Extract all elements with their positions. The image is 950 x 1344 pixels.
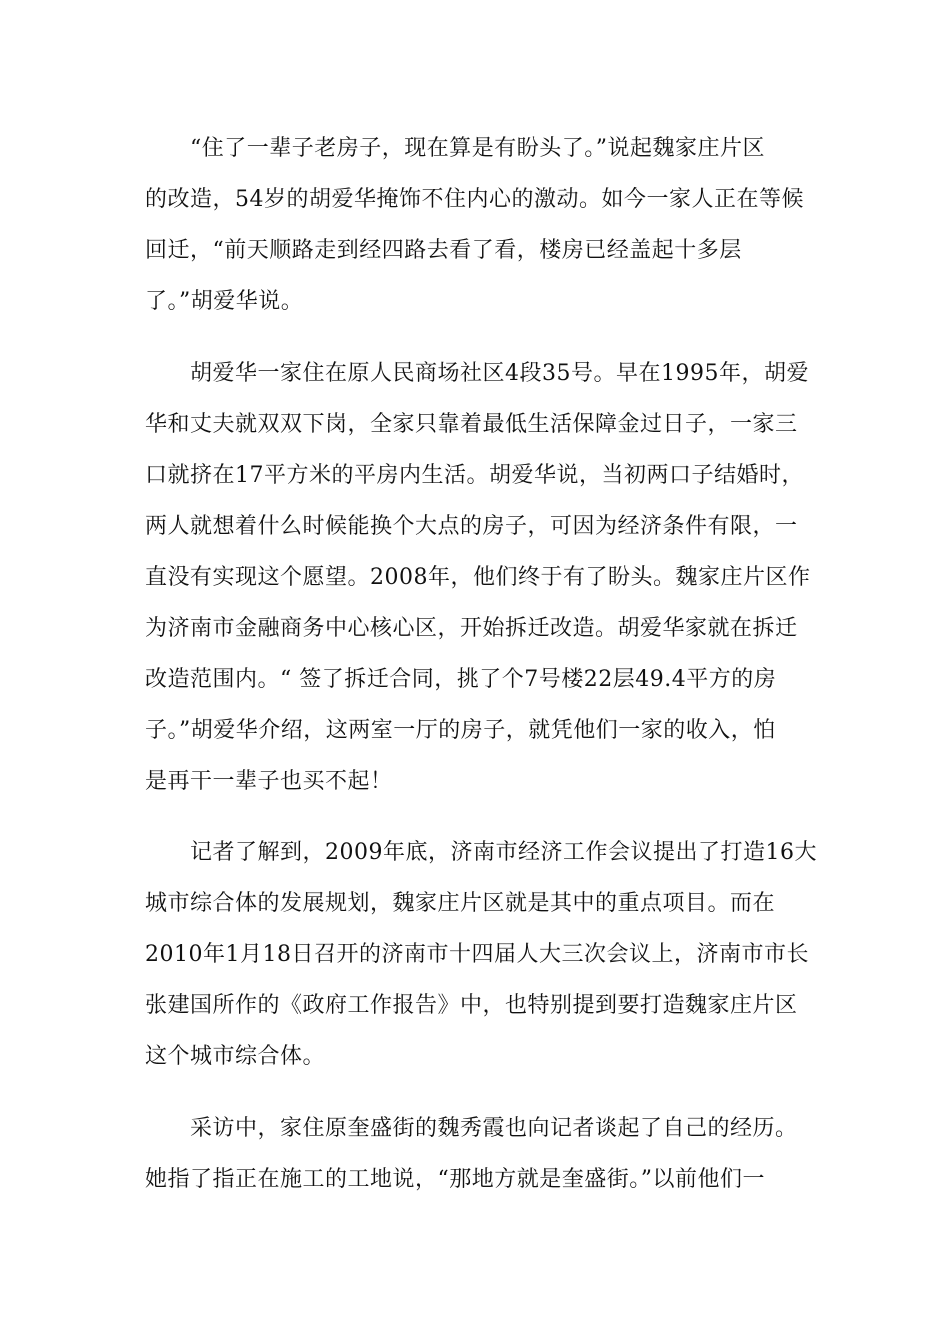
paragraph-2-line-9: 是再干一辈子也买不起！ [145, 769, 393, 794]
paragraph-4-line-2: 她指了指正在施工的工地说，“那地方就是奎盛街。”以前他们一 [145, 1167, 765, 1192]
paragraph-2-line-4: 两人就想着什么时候能换个大点的房子，可因为经济条件有限，一 [145, 514, 798, 539]
paragraph-3-line-1: 记者了解到，2009年底，济南市经济工作会议提出了打造16大 [145, 840, 817, 865]
paragraph-2-line-8: 子。”胡爱华介绍，这两室一厅的房子，就凭他们一家的收入，怕 [145, 718, 776, 743]
paragraph-2-line-3: 口就挤在17平方米的平房内生活。胡爱华说，当初两口子结婚时， [145, 463, 804, 488]
paragraph-1-line-2: 的改造，54岁的胡爱华掩饰不住内心的激动。如今一家人正在等候 [145, 187, 804, 212]
paragraph-3-line-4: 张建国所作的《政府工作报告》中，也特别提到要打造魏家庄片区 [145, 993, 798, 1018]
paragraph-4-line-1: 采访中，家住原奎盛街的魏秀霞也向记者谈起了自己的经历。 [145, 1116, 798, 1141]
paragraph-3-line-2: 城市综合体的发展规划，魏家庄片区就是其中的重点项目。而在 [145, 891, 776, 916]
paragraph-3-line-5: 这个城市综合体。 [145, 1044, 326, 1069]
paragraph-2-line-2: 华和丈夫就双双下岗，全家只靠着最低生活保障金过日子，一家三 [145, 412, 798, 437]
paragraph-1-line-4: 了。”胡爱华说。 [145, 289, 304, 314]
paragraph-2-line-5: 直没有实现这个愿望。2008年，他们终于有了盼头。魏家庄片区作 [145, 565, 811, 590]
paragraph-1-line-1: “住了一辈子老房子，现在算是有盼头了。”说起魏家庄片区 [145, 136, 765, 161]
paragraph-2-line-6: 为济南市金融商务中心核心区，开始拆迁改造。胡爱华家就在拆迁 [145, 616, 798, 641]
paragraph-3-line-3: 2010年1月18日召开的济南市十四届人大三次会议上，济南市市长 [145, 942, 809, 967]
paragraph-2-line-1: 胡爱华一家住在原人民商场社区4段35号。早在1995年，胡爱 [145, 361, 809, 386]
paragraph-2-line-7: 改造范围内。“ 签了拆迁合同，挑了个7号楼22层49.4平方的房 [145, 667, 777, 692]
paragraph-1-line-3: 回迁，“前天顺路走到经四路去看了看，楼房已经盖起十多层 [145, 238, 742, 263]
